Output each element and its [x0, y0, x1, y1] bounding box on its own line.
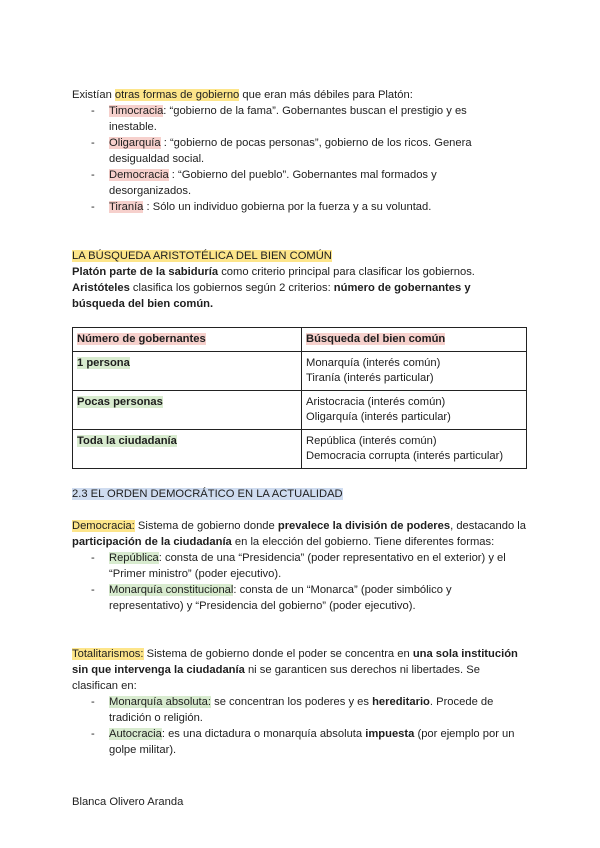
totalitarismo-block: [72, 646, 528, 758]
list-item: - Timocracia: “gobierno de la fama”. Gobernantes buscan el prestigio y es inestable.: [72, 103, 502, 135]
table-row: [73, 391, 527, 430]
table-cell: Aristocracia (interés común) Oligarquía (interés particular): [302, 391, 527, 430]
democracia-heading-block: [72, 486, 532, 502]
intro-list: [72, 103, 502, 215]
list-item: - Democracia : “Gobierno del pueblo”. Gobernantes mal formados y desorganizados.: [72, 167, 502, 199]
table-cell: Monarquía (interés común) Tiranía (interés particular): [302, 352, 527, 391]
government-table: [72, 327, 527, 469]
table-cell: República (interés común) Democracia corrupta (interés particular): [302, 430, 527, 469]
aristoteles-section: [72, 248, 532, 312]
table-cell: Toda la ciudadanía: [73, 430, 302, 469]
paragraph: Totalitarismos: Sistema de gobierno donde el poder se concentra en una sola institución sin que intervenga la ciudadanía ni se garanticen sus derechos ni libertades. Se clasifican en:: [72, 648, 518, 692]
list-item: - Oligarquía : “gobierno de pocas personas”, gobierno de los ricos. Genera desigualdad social.: [72, 135, 502, 167]
democracia-list: [72, 550, 528, 614]
intro-block: [72, 87, 532, 215]
paragraph: Democracia: Sistema de gobierno donde prevalece la división de poderes, destacando la participación de la ciudadanía en la elección del gobierno. Tiene diferentes formas:: [72, 520, 526, 548]
list-item: - Autocracia: es una dictadura o monarquía absoluta impuesta (por ejemplo por un golpe militar).: [72, 726, 528, 758]
list-item: - República: consta de una “Presidencia” (poder representativo en el exterior) y el “Primer ministro” (poder ejecutivo).: [72, 550, 528, 582]
table-header-row: [73, 328, 527, 352]
list-item: - Monarquía constitucional: consta de un “Monarca” (poder simbólico y representativo) y “Presidencia del gobierno” (poder ejecutivo).: [72, 582, 528, 614]
paragraph: Platón parte de la sabiduría como criterio principal para clasificar los gobiernos.: [72, 266, 475, 278]
list-item: - Monarquía absoluta: se concentran los poderes y es hereditario. Procede de tradición o religión.: [72, 694, 528, 726]
table-header-cell: Número de gobernantes: [73, 328, 302, 352]
table-row: [73, 430, 527, 469]
paragraph: Aristóteles clasifica los gobiernos según 2 criterios: número de gobernantes y búsqueda del bien común.: [72, 282, 471, 310]
section-heading: LA BÚSQUEDA ARISTOTÉLICA DEL BIEN COMÚN: [72, 250, 332, 262]
footer-author: Blanca Olivero Aranda: [72, 796, 184, 808]
table-header-cell: Búsqueda del bien común: [302, 328, 527, 352]
democracia-block: [72, 518, 528, 614]
table-cell: 1 persona: [73, 352, 302, 391]
list-item: - Tiranía : Sólo un individuo gobierna por la fuerza y a su voluntad.: [72, 199, 502, 215]
intro-highlight: otras formas de gobierno: [114, 89, 240, 101]
table-cell: Pocas personas: [73, 391, 302, 430]
intro-sentence: Existían otras formas de gobierno que eran más débiles para Platón:: [72, 89, 413, 101]
table-row: [73, 352, 527, 391]
section-heading: 2.3 EL ORDEN DEMOCRÁTICO EN LA ACTUALIDAD: [72, 488, 343, 500]
totalitarismo-list: [72, 694, 528, 758]
